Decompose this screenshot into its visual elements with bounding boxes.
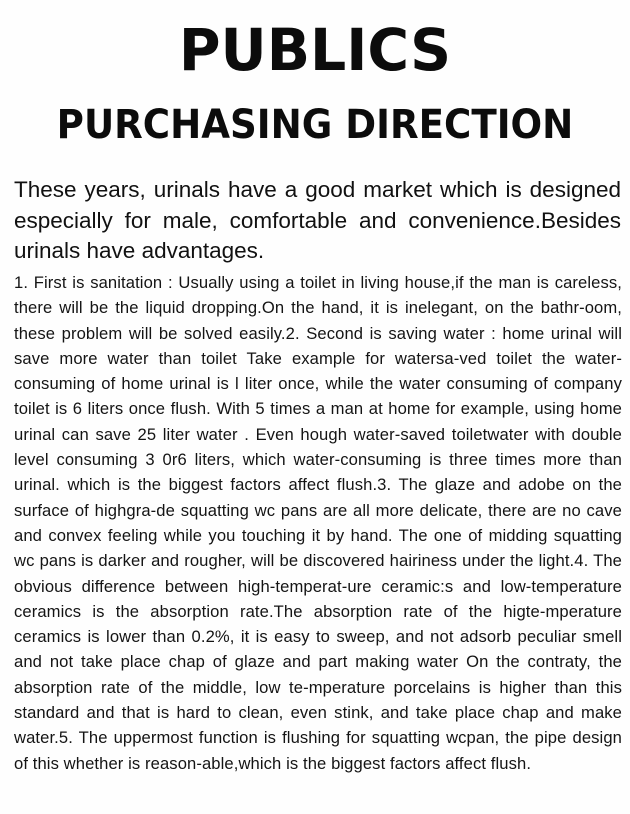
intro-paragraph: These years, urinals have a good market which is designed especially for male, comfortable and convenience.Besides urinals have advantages. bbox=[14, 177, 621, 263]
body-paragraph: 1. First is sanitation : Usually using a toilet in living house,if the man is careless, there will be the liquid dropping.On the hand, it is inelegant, on the bathr-oom, these problem will be solved easily.2. Second is saving water : home urinal will save more water than toilet Take example for watersa-ved toilet the water-consuming of home urinal is l liter once, while the water consuming of company toilet is 6 liters once flush. With 5 times a man at home for example, using home urinal can save 25 liter water . Even hough water-saved toiletwater with double level consuming 3 0r6 liters, which water-consuming is three times more than urinal. which is the biggest factors affect flush.3. The glaze and adobe on the surface of highgra-de squatting wc pans are all more delicate, there are no cave and convex feeling while you touching it by hand. The one of midding squatting wc pans is darker and rougher, will be discovered hairiness under the light.4. The obvious difference between high-temperat-ure ceramic:s and low-temperature ceramics is the absorption rate.The absorption rate of the higte-mperature ceramics is lower than 0.2%, it is easy to sweep, and not adsorb peculiar smell and not take place chap of glaze and part making water On the contraty, the absorption rate of the middle, low te-mperature porcelains is higher than this standard and that is hard to clean, even stink, and take place chap and make water.5. The uppermost function is flushing for squatting wcpan, the pipe design of this whether is reason-able,which is the biggest factors affect flush. bbox=[14, 273, 622, 773]
page-subtitle: PURCHASING DIRECTION bbox=[56, 102, 574, 148]
page-title: PUBLICS bbox=[178, 16, 452, 84]
